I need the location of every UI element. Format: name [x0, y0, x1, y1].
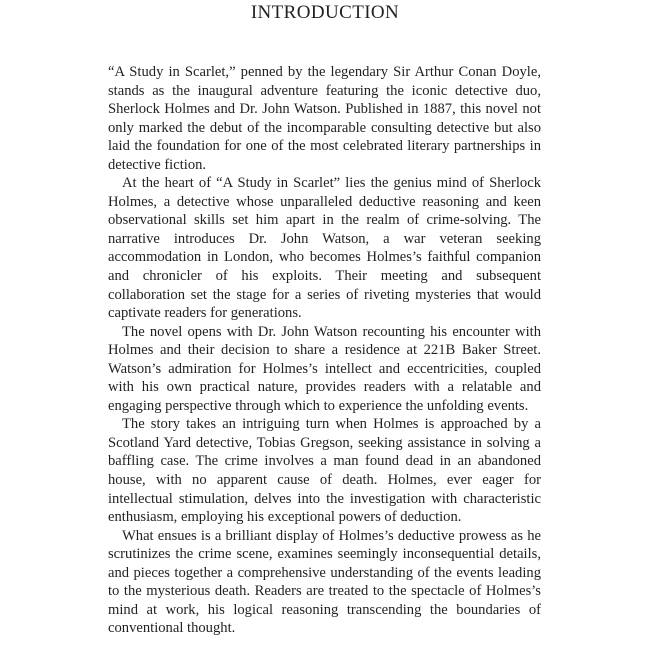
- paragraph-3: The novel opens with Dr. John Watson recounting his encounter with Holmes and their decision to share a residence at 221B Baker Street. Watson’s admiration for Holmes’s intellect and eccentricities, coupled with his own practical nature, provides readers with a relatable and engaging perspective through which to experience the unfolding events.: [108, 323, 541, 414]
- paragraph-2: At the heart of “A Study in Scarlet” lies the genius mind of Sherlock Holmes, a detective whose unparalleled deductive reasoning and keen observational skills set him apart in the realm of crime-solving. The narrative introduces Dr. John Watson, a war veteran seeking accommodation in London, who becomes Holmes’s faithful companion and chronicler of his exploits. Their meeting and subsequent collaboration set the stage for a series of riveting mysteries that would captivate readers for generations.: [108, 175, 541, 322]
- chapter-title: INTRODUCTION: [250, 2, 400, 23]
- paragraph-1: “A Study in Scarlet,” penned by the legendary Sir Arthur Conan Doyle, stands as the inaugural adventure featuring the iconic detective duo, Sherlock Holmes and Dr. John Watson. Published in 1887, this novel not only marked the debut of the incomparable consulting detective but also laid the foundation for one of the most celebrated literary partnerships in detective fiction.: [108, 64, 541, 173]
- paragraph-4: The story takes an intriguing turn when Holmes is approached by a Scotland Yard detective, Tobias Gregson, seeking assistance in solving a baffling case. The crime involves a man found dead in an abandoned house, with no apparent cause of death. Holmes, ever eager for intellectual stimulation, delves into the investigation with characteristic enthusiasm, employing his exceptional powers of deduction.: [108, 416, 541, 526]
- body-text: [108, 63, 541, 638]
- paragraph-5: What ensues is a brilliant display of Holmes’s deductive prowess as he scrutinizes the crime scene, examines seemingly inconsequential details, and pieces together a comprehensive understanding of the events leading to the mysterious death. Readers are treated to the spectacle of Holmes’s mind at work, his logical reasoning transcending the boundaries of conventional thought.: [108, 527, 541, 637]
